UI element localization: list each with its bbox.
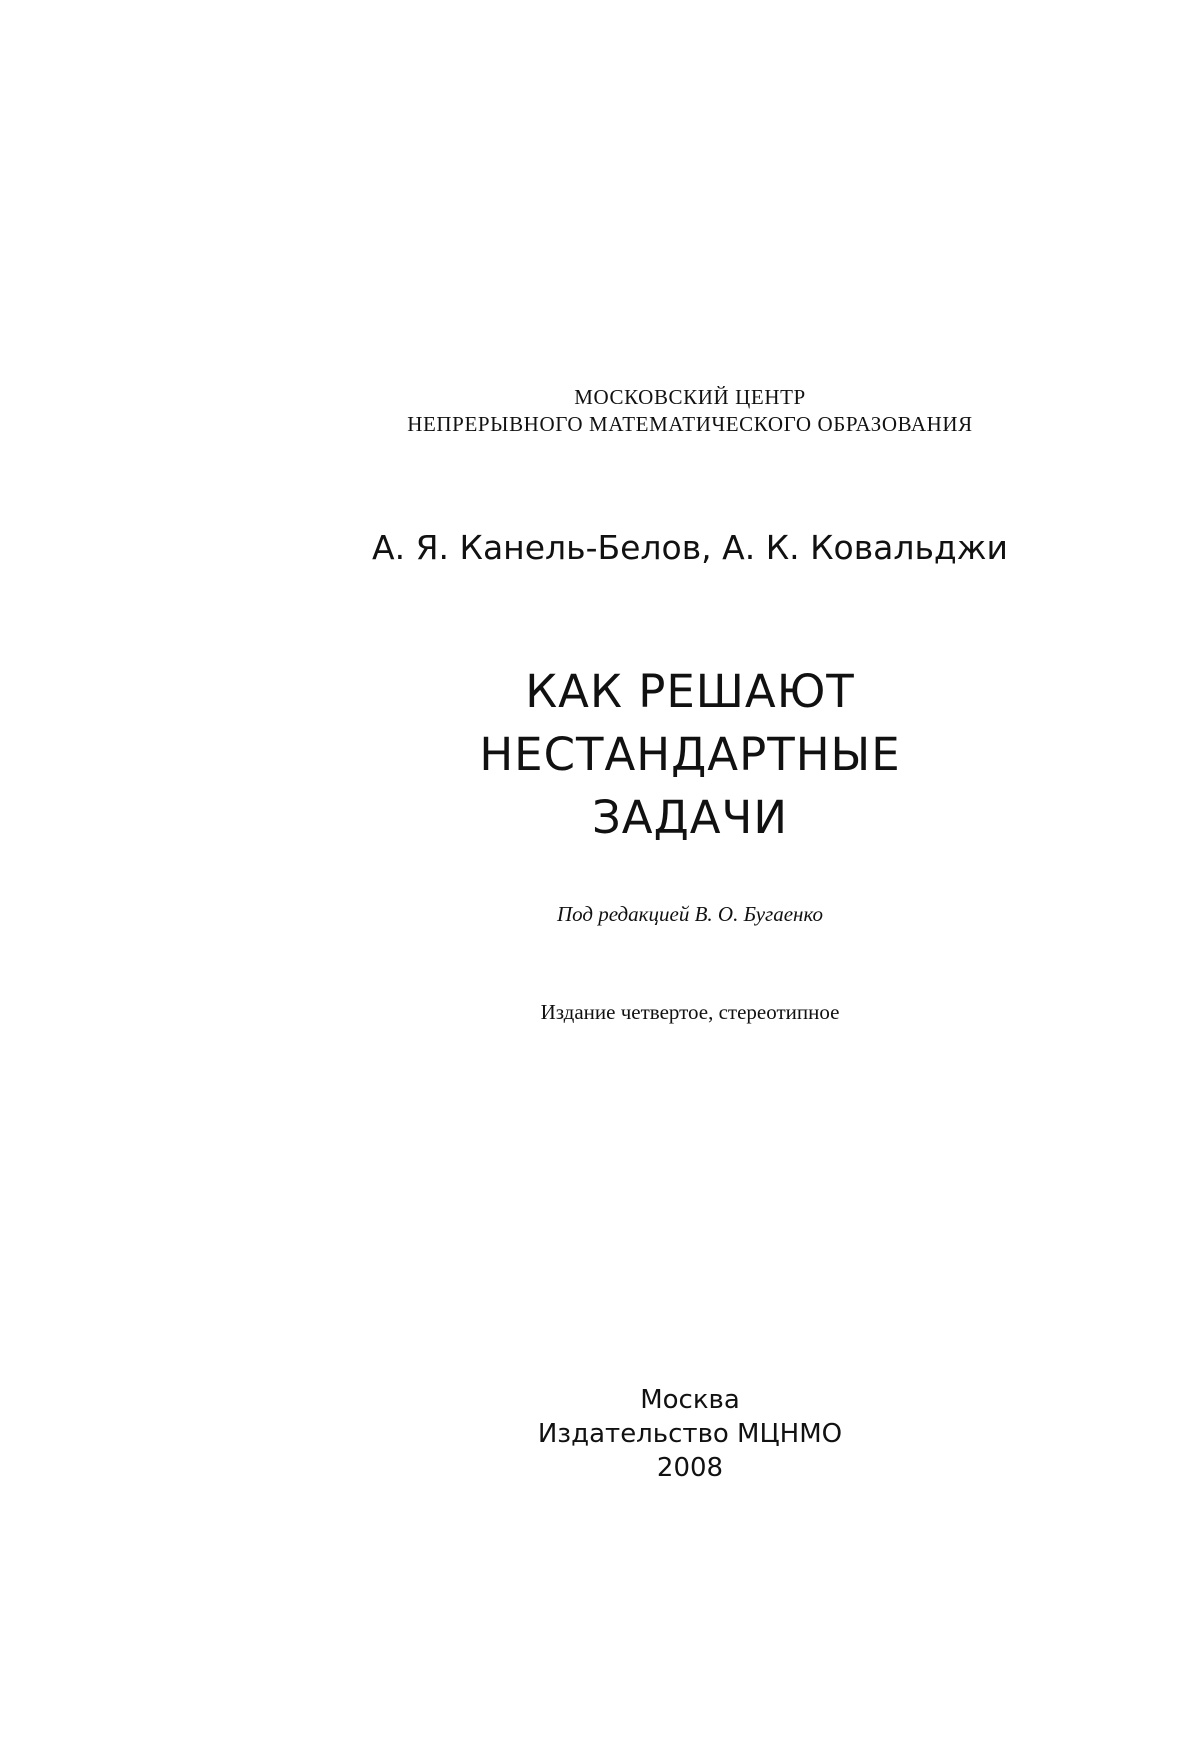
imprint [340,1383,1040,1485]
publisher-org-line-2: НЕПРЕРЫВНОГО МАТЕМАТИЧЕСКОГО ОБРАЗОВАНИЯ [407,412,973,436]
edition-note: Издание четвертое, стереотипное [540,1000,840,1024]
book-title-line-2: НЕСТАНДАРТНЫЕ [479,728,901,781]
imprint-city: Москва [640,1385,740,1415]
book-title [340,660,1040,849]
book-title-line-3: ЗАДАЧИ [591,791,789,844]
editor-credit: Под редакцией В. О. Бугаенко [557,902,823,926]
publisher-organization [340,384,1040,438]
publisher-org-line-1: МОСКОВСКИЙ ЦЕНТР [574,385,806,409]
imprint-publisher: Издательство МЦНМО [537,1419,843,1449]
authors: А. Я. Канель-Белов, А. К. Ковальджи [372,528,1008,567]
imprint-year: 2008 [656,1453,724,1483]
book-title-line-1: КАК РЕШАЮТ [525,665,855,718]
